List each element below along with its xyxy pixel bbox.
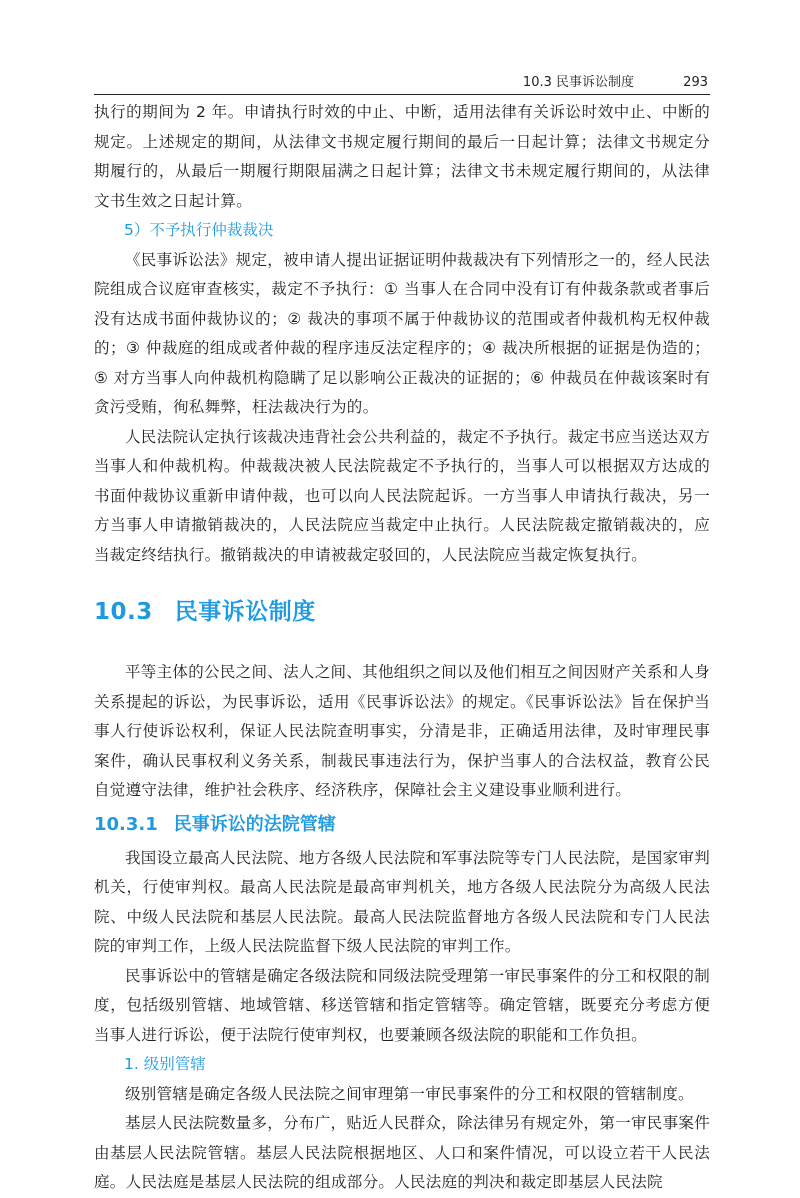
paragraph-court-system: 我国设立最高人民法院、地方各级人民法院和军事法院等专门人民法院，是国家审判机关，行使审判权。最高人民法院是最高审判机关，地方各级人民法院分为高级人民法院、中级人民法院和基层人民法院。最高人民法院监督地方各级人民法院和专门人民法院的审判工作，上级人民法院监督下级人民法院的审判工作。 <box>94 848 710 955</box>
paragraph-basic-courts: 基层人民法院数量多，分布广，贴近人民群众，除法律另有规定外，第一审民事案件由基层人民法院管辖。基层人民法院根据地区、人口和案件情况，可以设立若干人民法庭。人民法庭是基层人民法院的组成部分。人民法庭的判决和裁定即基层人民法院 <box>94 1114 710 1191</box>
page-content <box>94 98 710 1198</box>
paragraph-jurisdiction: 民事诉讼中的管辖是确定各级法院和同级法院受理第一审民事案件的分工和权限的制度，包括级别管辖、地域管辖、移送管辖和指定管辖等。确定管辖，既要充分考虑方便当事人进行诉讼，便于法院行使审判权，也要兼顾各级法院的职能和工作负担。 <box>94 966 710 1044</box>
section-title: 民事诉讼制度 <box>174 599 316 625</box>
subsection-title: 民事诉讼的法院管辖 <box>173 813 336 835</box>
section-heading <box>94 596 710 628</box>
paragraph-continued: 执行的期间为 2 年。申请执行时效的中止、中断，适用法律有关诉讼时效中止、中断的规定。上述规定的期间，从法律文书规定履行期间的最后一日起计算；法律文书规定分期履行的，从最后一期履行期限届满之日起计算；法律文书未规定履行期间的，从法律文书生效之日起计算。 <box>94 103 710 210</box>
running-header <box>94 72 710 95</box>
paragraph-civil-procedure-law: 《民事诉讼法》规定，被申请人提出证据证明仲裁裁决有下列情形之一的，经人民法院组成合议庭审查核实，裁定不予执行：① 当事人在合同中没有订有仲裁条款或者事后没有达成书面仲裁协议的；② 裁决的事项不属于仲裁协议的范围或者仲裁机构无权仲裁的；③ 仲裁庭的组成或者仲裁的程序违反法定程序的；④ 裁决所根据的证据是伪造的；⑤ 对方当事人向仲裁机构隐瞒了足以影响公正裁决的证据的；⑥ 仲裁员在仲裁该案时有贪污受贿，徇私舞弊，枉法裁决行为的。 <box>94 250 710 416</box>
subheading-level-jurisdiction: 1. 级别管辖 <box>124 1055 206 1073</box>
subheading-refuse-enforcement: 5）不予执行仲裁裁决 <box>124 221 274 239</box>
subsection-heading <box>94 810 710 840</box>
page-number: 293 <box>683 75 708 90</box>
running-header-section: 10.3 民事诉讼制度 <box>522 75 634 90</box>
paragraph-civil-litigation: 平等主体的公民之间、法人之间、其他组织之间以及他们相互之间因财产关系和人身关系提起的诉讼，为民事诉讼，适用《民事诉讼法》的规定。《民事诉讼法》旨在保护当事人行使诉讼权利，保证人民法院查明事实，分清是非，正确适用法律，及时审理民事案件，确认民事权利义务关系，制裁民事违法行为，保护当事人的合法权益，教育公民自觉遵守法律，维护社会秩序、经济秩序，保障社会主义建设事业顺利进行。 <box>94 663 710 799</box>
subsection-number: 10.3.1 <box>94 813 158 835</box>
paragraph-level-jurisdiction: 级别管辖是确定各级人民法院之间审理第一审民事案件的分工和权限的管辖制度。 <box>125 1084 694 1103</box>
paragraph-public-interest: 人民法院认定执行该裁决违背社会公共利益的，裁定不予执行。裁定书应当送达双方当事人和仲裁机构。仲裁裁决被人民法院裁定不予执行的，当事人可以根据双方达成的书面仲裁协议重新申请仲裁，也可以向人民法院起诉。一方当事人申请执行裁决，另一方当事人申请撤销裁决的，人民法院应当裁定中止执行。人民法院裁定撤销裁决的，应当裁定终结执行。撤销裁决的申请被裁定驳回的，人民法院应当裁定恢复执行。 <box>94 427 710 564</box>
section-number: 10.3 <box>94 599 153 625</box>
